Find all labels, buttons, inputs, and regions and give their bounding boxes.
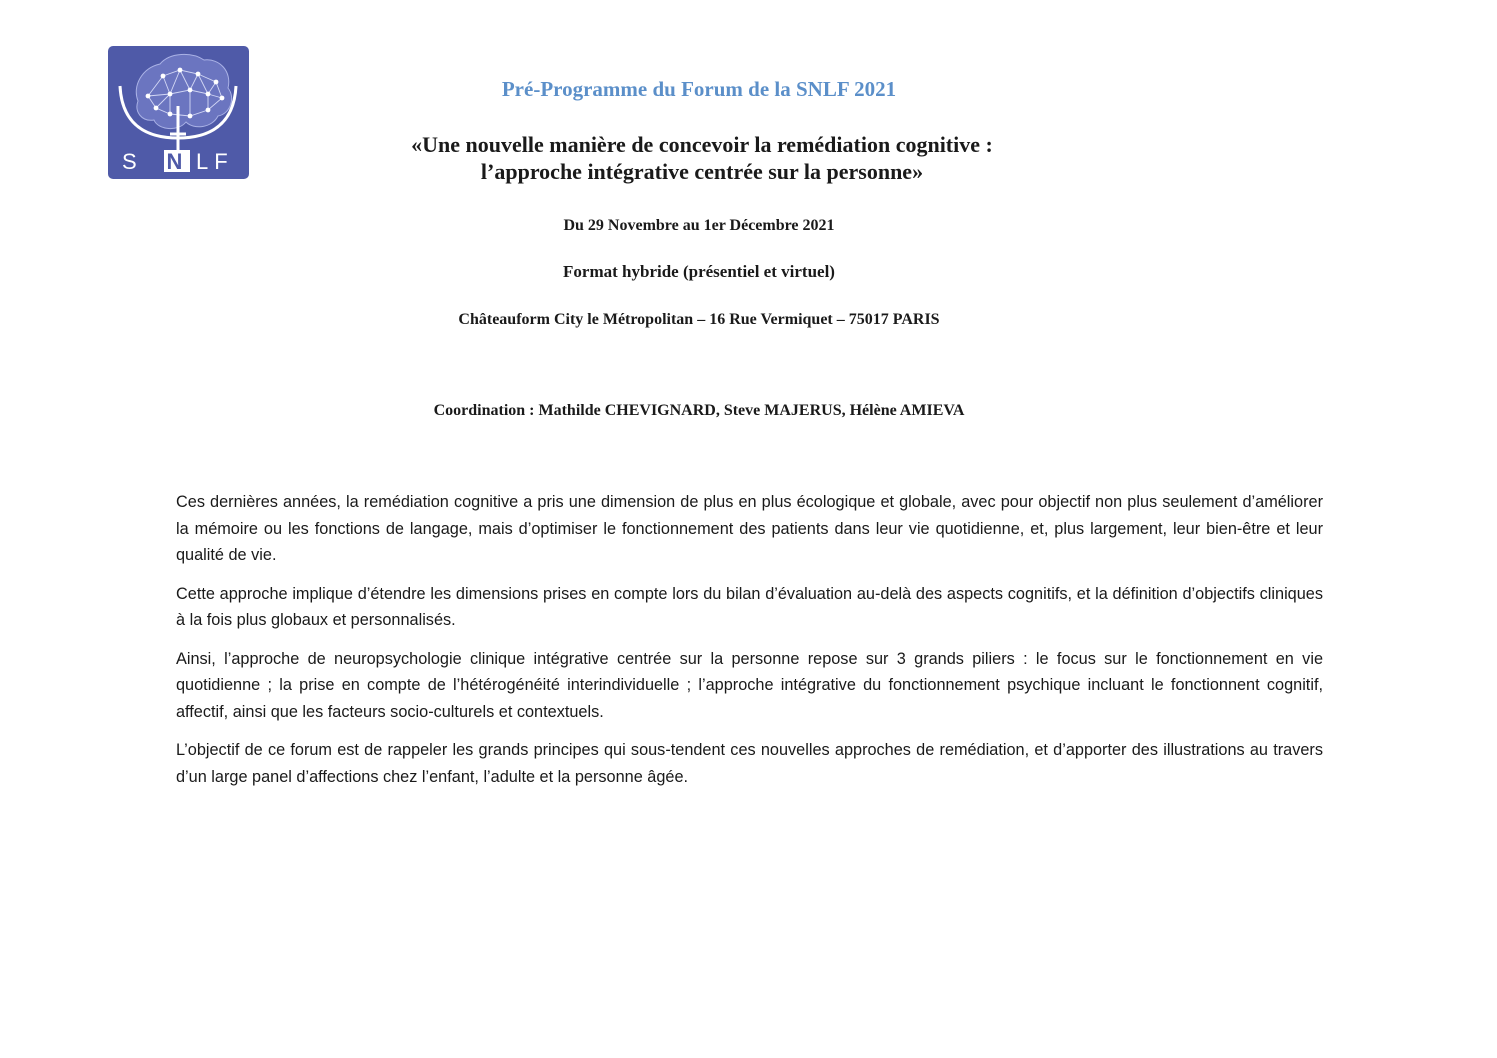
paragraph: Ces dernières années, la remédiation cognitive a pris une dimension de plus en plus écologique et globale, avec pour objectif non plus seulement d’améliorer la mémoire ou les fonctions de langage, mais d’optimiser le fonctionnement des patients dans leur vie quotidienne, et, plus largement, leur bien-être et leur qualité de vie. [176, 493, 1323, 564]
svg-text:LF: LF [196, 149, 234, 174]
paragraph: Cette approche implique d’étendre les dimensions prises en compte lors du bilan d’évaluation au-delà des aspects cognitifs, et la définition d’objectifs cliniques à la fois plus globaux et personnalisés. [176, 584, 1323, 629]
event-venue: Châteauform City le Métropolitan – 16 Rue Vermiquet – 75017 PARIS [458, 311, 940, 328]
subtitle-line-1: «Une nouvelle manière de concevoir la remédiation cognitive : [411, 132, 993, 157]
paragraph: L’objectif de ce forum est de rappeler les grands principes qui sous-tendent ces nouvelles approches de remédiation, et d’apporter des illustrations au travers d’un large panel d’affections chez l’enfant, l’adulte et la personne âgée. [176, 741, 1323, 786]
paragraph: Ainsi, l’approche de neuropsychologie clinique intégrative centrée sur la personne repose sur 3 grands piliers : le focus sur le fonctionnement en vie quotidienne ; la prise en compte de l’hétérogénéité interindividuelle ; l’approche intégrative du fonctionnement psychique incluant le fonctionnent cognitif, affectif, ainsi que les facteurs socio-culturels et contextuels. [176, 649, 1323, 721]
forum-description [176, 489, 1323, 802]
svg-text:N: N [166, 149, 183, 174]
event-format: Format hybride (présentiel et virtuel) [563, 262, 835, 281]
document-title: Pré-Programme du Forum de la SNLF 2021 [501, 77, 897, 101]
svg-text:S: S [122, 149, 138, 174]
subtitle-line-2: l’approche intégrative centrée sur la personne» [480, 159, 924, 184]
event-coordination: Coordination : Mathilde CHEVIGNARD, Steve MAJERUS, Hélène AMIEVA [433, 402, 965, 419]
event-dates: Du 29 Novembre au 1er Décembre 2021 [563, 217, 835, 234]
forum-subtitle [0, 131, 1404, 185]
